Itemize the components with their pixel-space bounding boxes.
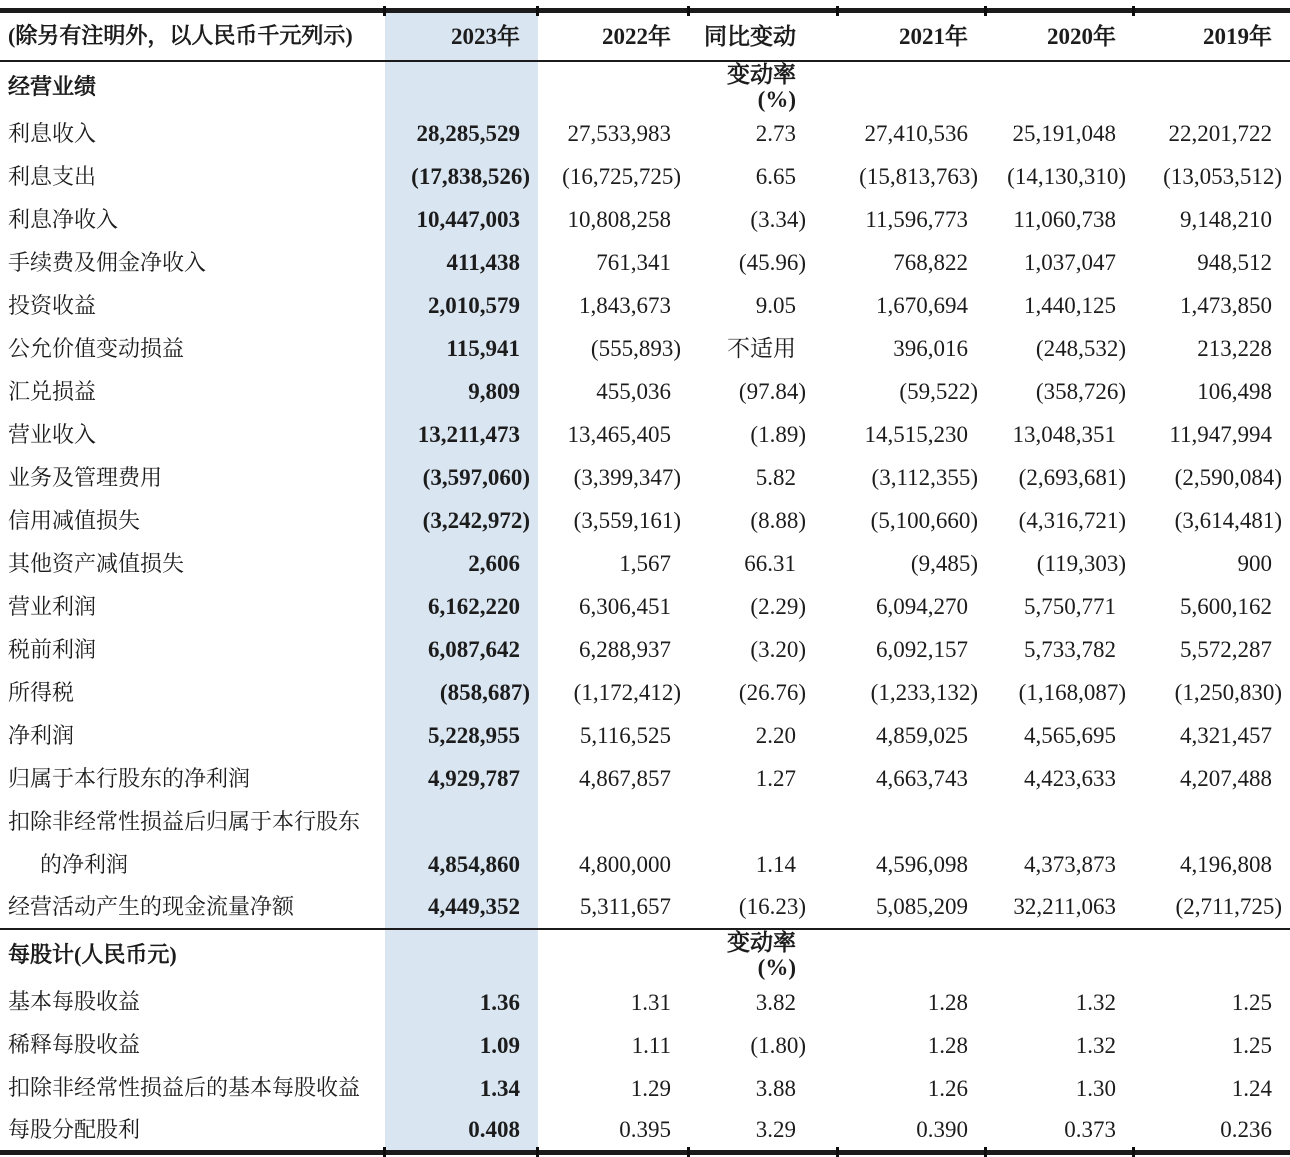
value-2019: (3,614,481) xyxy=(1174,507,1282,533)
table-row xyxy=(0,628,1290,671)
value-2019: 4,207,488 xyxy=(1180,765,1272,791)
value-2021: 1.28 xyxy=(927,1032,968,1058)
value-yoy-change: (26.76) xyxy=(738,679,806,705)
value-2021: (59,522) xyxy=(899,378,978,404)
value-2022: 0.395 xyxy=(538,1110,689,1153)
value-2023: 6,162,220 xyxy=(385,585,538,628)
table-row xyxy=(0,542,1290,585)
table-row xyxy=(0,456,1290,499)
value-2023: 28,285,529 xyxy=(385,112,538,155)
value-yoy-change: (3.20) xyxy=(750,636,806,662)
value-yoy-change: (97.84) xyxy=(738,378,806,404)
value-2022: (3,399,347) xyxy=(573,464,681,490)
value-2019: 1,473,850 xyxy=(1180,292,1272,318)
value-yoy-change: 3.88 xyxy=(755,1075,796,1101)
table-header-row xyxy=(0,11,1290,61)
value-2021: 1,670,694 xyxy=(876,292,968,318)
value-yoy-change: 66.31 xyxy=(744,550,796,576)
value-2023: 9,809 xyxy=(385,370,538,413)
value-2019: (2,590,084) xyxy=(1174,464,1282,490)
value-2019: 213,228 xyxy=(1197,335,1272,361)
row-label: 经营活动产生的现金流量净额 xyxy=(8,894,295,919)
value-2023: (3,597,060) xyxy=(385,456,538,499)
financial-summary-table xyxy=(0,8,1290,1155)
value-2020: 5,750,771 xyxy=(1024,593,1116,619)
value-yoy-change: 5.82 xyxy=(755,464,796,490)
row-label: 每股分配股利 xyxy=(8,1116,141,1142)
value-2021: (15,813,763) xyxy=(859,163,978,189)
value-2019: 5,600,162 xyxy=(1180,593,1272,619)
value-2021: (3,112,355) xyxy=(871,464,978,490)
value-2019: 948,512 xyxy=(1197,249,1272,275)
table-row xyxy=(0,112,1290,155)
table-row xyxy=(0,757,1290,800)
value-2021: 4,859,025 xyxy=(876,722,968,748)
row-label: 利息收入 xyxy=(8,120,97,146)
section-cell-2020 xyxy=(986,61,1134,113)
value-2019: 1.25 xyxy=(1231,1032,1272,1058)
section-title: 每股计(人民币元) xyxy=(8,942,177,968)
value-yoy-change: (2.29) xyxy=(750,593,806,619)
value-2019: 22,201,722 xyxy=(1168,120,1272,146)
value-2020: 11,060,738 xyxy=(1013,206,1116,232)
value-2019: (13,053,512) xyxy=(1163,163,1282,189)
value-yoy-change xyxy=(689,800,838,843)
row-label: 稀释每股收益 xyxy=(8,1032,141,1058)
value-2021: 27,410,536 xyxy=(864,120,968,146)
value-2022: 10,808,258 xyxy=(567,206,671,232)
value-yoy-change: (45.96) xyxy=(738,249,806,275)
section-cell-2023 xyxy=(385,929,538,981)
value-2022: (1,172,412) xyxy=(573,679,681,705)
value-2020: (1,168,087) xyxy=(1018,679,1126,705)
value-2019: (2,711,725) xyxy=(1175,894,1282,920)
value-2019 xyxy=(1134,800,1290,843)
value-2023: (17,838,526) xyxy=(385,155,538,198)
value-2020: 1.32 xyxy=(1075,1032,1116,1058)
value-2022: (16,725,725) xyxy=(562,163,681,189)
value-2022 xyxy=(538,800,689,843)
section-cell-2021 xyxy=(838,61,986,113)
value-2020: 1,440,125 xyxy=(1024,292,1116,318)
table-row xyxy=(0,843,1290,886)
table-row xyxy=(0,671,1290,714)
section-header-row xyxy=(0,61,1290,113)
value-2021: 5,085,209 xyxy=(876,894,968,920)
column-header-2021: 2021年 xyxy=(838,11,986,61)
value-2022: 6,306,451 xyxy=(579,593,671,619)
value-2023: 2,010,579 xyxy=(385,284,538,327)
value-2020: 25,191,048 xyxy=(1012,120,1116,146)
value-2021: 4,596,098 xyxy=(876,851,968,877)
row-label: 扣除非经常性损益后归属于本行股东 xyxy=(8,808,361,834)
value-2021: (9,485) xyxy=(910,550,978,576)
row-label: 投资收益 xyxy=(8,292,97,318)
section-cell-2023 xyxy=(385,61,538,113)
table-row xyxy=(0,800,1290,843)
value-2023: 2,606 xyxy=(385,542,538,585)
row-label: 公允价值变动损益 xyxy=(8,335,185,361)
column-header-2023: 2023年 xyxy=(385,11,538,61)
value-2023: 115,941 xyxy=(385,327,538,370)
value-yoy-change: 不适用 xyxy=(727,335,796,361)
value-2020: 4,373,873 xyxy=(1024,851,1116,877)
row-label: 基本每股收益 xyxy=(8,989,141,1015)
value-2020: (358,726) xyxy=(1035,378,1126,404)
row-label: 营业利润 xyxy=(8,593,97,619)
value-2019: 106,498 xyxy=(1197,378,1272,404)
column-header-2020: 2020年 xyxy=(986,11,1134,61)
value-2020: 13,048,351 xyxy=(1012,421,1116,447)
row-label: 净利润 xyxy=(8,722,75,748)
section-cell-2019 xyxy=(1134,929,1290,981)
value-2022: 1,843,673 xyxy=(579,292,671,318)
table-row xyxy=(0,241,1290,284)
table-row xyxy=(0,198,1290,241)
value-2021: 6,094,270 xyxy=(876,593,968,619)
row-label: 业务及管理费用 xyxy=(8,464,163,490)
value-2023: (3,242,972) xyxy=(385,499,538,542)
value-2019: 9,148,210 xyxy=(1180,206,1272,232)
value-2021 xyxy=(838,800,986,843)
value-2023: 1.34 xyxy=(385,1067,538,1110)
value-2019: 5,572,287 xyxy=(1180,636,1272,662)
value-2019: 11,947,994 xyxy=(1169,421,1272,447)
value-2020: (14,130,310) xyxy=(1007,163,1126,189)
value-2021: 0.390 xyxy=(838,1110,986,1153)
value-2021: 396,016 xyxy=(893,335,968,361)
row-label: 税前利润 xyxy=(8,636,97,662)
column-header-2022: 2022年 xyxy=(538,11,689,61)
row-label: 扣除非经常性损益后的基本每股收益 xyxy=(8,1075,361,1101)
value-2022: 6,288,937 xyxy=(579,636,671,662)
value-yoy-change: (8.88) xyxy=(750,507,806,533)
column-header-yoy-change: 同比变动 xyxy=(689,11,838,61)
value-yoy-change: 6.65 xyxy=(755,163,796,189)
value-2023: 1.36 xyxy=(385,981,538,1024)
column-header-2019: 2019年 xyxy=(1134,11,1290,61)
value-2021: 6,092,157 xyxy=(876,636,968,662)
section-cell-2020 xyxy=(986,929,1134,981)
change-rate-label: 变动率(%) xyxy=(727,61,796,112)
table-row xyxy=(0,499,1290,542)
value-2021: 1.28 xyxy=(927,989,968,1015)
value-yoy-change: 2.20 xyxy=(755,722,796,748)
value-2022: 13,465,405 xyxy=(567,421,671,447)
value-2023: 4,929,787 xyxy=(385,757,538,800)
section-header-row xyxy=(0,929,1290,981)
value-2023: 13,211,473 xyxy=(385,413,538,456)
table-row xyxy=(0,585,1290,628)
value-2022: 4,867,857 xyxy=(579,765,671,791)
section-cell-2022 xyxy=(538,929,689,981)
value-2023: 1.09 xyxy=(385,1024,538,1067)
row-label: 手续费及佣金净收入 xyxy=(8,249,207,275)
value-2021: 1.26 xyxy=(927,1075,968,1101)
row-label: 归属于本行股东的净利润 xyxy=(8,765,251,791)
value-2022: 761,341 xyxy=(596,249,671,275)
value-2020: (119,303) xyxy=(1036,550,1126,576)
value-2022: 1,567 xyxy=(619,550,671,576)
table-row xyxy=(0,327,1290,370)
value-2020: 4,565,695 xyxy=(1024,722,1116,748)
value-2020: (2,693,681) xyxy=(1018,464,1126,490)
table-row xyxy=(0,714,1290,757)
value-yoy-change: (1.89) xyxy=(750,421,806,447)
value-2022: 5,116,525 xyxy=(579,722,671,748)
value-2020: 5,733,782 xyxy=(1024,636,1116,662)
value-2023 xyxy=(385,800,538,843)
value-2023: 5,228,955 xyxy=(385,714,538,757)
value-2020: 1.30 xyxy=(1075,1075,1116,1101)
value-2022: 1.29 xyxy=(630,1075,671,1101)
value-yoy-change: 1.27 xyxy=(755,765,796,791)
row-label: 利息支出 xyxy=(8,163,97,189)
value-2020: 4,423,633 xyxy=(1024,765,1116,791)
table-row xyxy=(0,370,1290,413)
table-row xyxy=(0,155,1290,198)
value-2021: (5,100,660) xyxy=(870,507,978,533)
value-2021: 4,663,743 xyxy=(876,765,968,791)
value-2019: 0.236 xyxy=(1134,1110,1290,1153)
value-2023: 411,438 xyxy=(385,241,538,284)
value-2022: 1.31 xyxy=(630,989,671,1015)
value-2020: 1.32 xyxy=(1075,989,1116,1015)
value-2022: (555,893) xyxy=(590,335,681,361)
table-row xyxy=(0,886,1290,929)
value-2020: 1,037,047 xyxy=(1024,249,1116,275)
value-2022: 27,533,983 xyxy=(567,120,671,146)
table-row xyxy=(0,1067,1290,1110)
row-label: 营业收入 xyxy=(8,421,97,447)
value-2019: 4,196,808 xyxy=(1180,851,1272,877)
value-2022: 4,800,000 xyxy=(579,851,671,877)
table-row xyxy=(0,1024,1290,1067)
value-2020: (248,532) xyxy=(1035,335,1126,361)
value-2019: (1,250,830) xyxy=(1174,679,1282,705)
row-label: 利息净收入 xyxy=(8,206,119,232)
value-2020: 0.373 xyxy=(986,1110,1134,1153)
value-2020 xyxy=(986,800,1134,843)
value-2023: 4,854,860 xyxy=(385,843,538,886)
value-yoy-change: 3.29 xyxy=(689,1110,838,1153)
value-yoy-change: (3.34) xyxy=(750,206,806,232)
table-row xyxy=(0,413,1290,456)
value-2022: 455,036 xyxy=(596,378,671,404)
value-2021: (1,233,132) xyxy=(870,679,978,705)
table-row xyxy=(0,981,1290,1024)
row-label: 的净利润 xyxy=(40,851,129,877)
section-title: 经营业绩 xyxy=(8,73,97,99)
table-row xyxy=(0,284,1290,327)
section-cell-2022 xyxy=(538,61,689,113)
change-rate-label: 变动率(%) xyxy=(727,930,796,981)
value-yoy-change: 9.05 xyxy=(755,292,796,318)
value-2023: 0.408 xyxy=(385,1110,538,1153)
value-2019: 1.24 xyxy=(1231,1075,1272,1101)
value-2023: (858,687) xyxy=(385,671,538,714)
section-cell-2019 xyxy=(1134,61,1290,113)
value-2020: (4,316,721) xyxy=(1018,507,1126,533)
value-yoy-change: 1.14 xyxy=(755,851,796,877)
value-2019: 1.25 xyxy=(1231,989,1272,1015)
row-label: 汇兑损益 xyxy=(8,378,97,404)
value-yoy-change: (16.23) xyxy=(738,894,806,920)
value-2021: 14,515,230 xyxy=(864,421,968,447)
value-2022: 5,311,657 xyxy=(579,894,671,920)
value-2020: 32,211,063 xyxy=(1013,894,1116,920)
value-2022: (3,559,161) xyxy=(573,507,681,533)
value-2021: 768,822 xyxy=(893,249,968,275)
value-yoy-change: (1.80) xyxy=(750,1032,806,1058)
value-2023: 6,087,642 xyxy=(385,628,538,671)
value-2019: 900 xyxy=(1237,550,1272,576)
unit-note: (除另有注明外，以人民币千元列示) xyxy=(0,11,385,61)
row-label: 其他资产减值损失 xyxy=(8,550,185,576)
value-2023: 10,447,003 xyxy=(385,198,538,241)
row-label: 所得税 xyxy=(8,679,75,705)
value-2022: 1.11 xyxy=(631,1032,671,1058)
value-2023: 4,449,352 xyxy=(385,886,538,929)
value-yoy-change: 3.82 xyxy=(755,989,796,1015)
section-cell-2021 xyxy=(838,929,986,981)
value-yoy-change: 2.73 xyxy=(755,120,796,146)
table-row xyxy=(0,1110,1290,1153)
row-label: 信用减值损失 xyxy=(8,507,141,533)
value-2021: 11,596,773 xyxy=(865,206,968,232)
value-2019: 4,321,457 xyxy=(1180,722,1272,748)
